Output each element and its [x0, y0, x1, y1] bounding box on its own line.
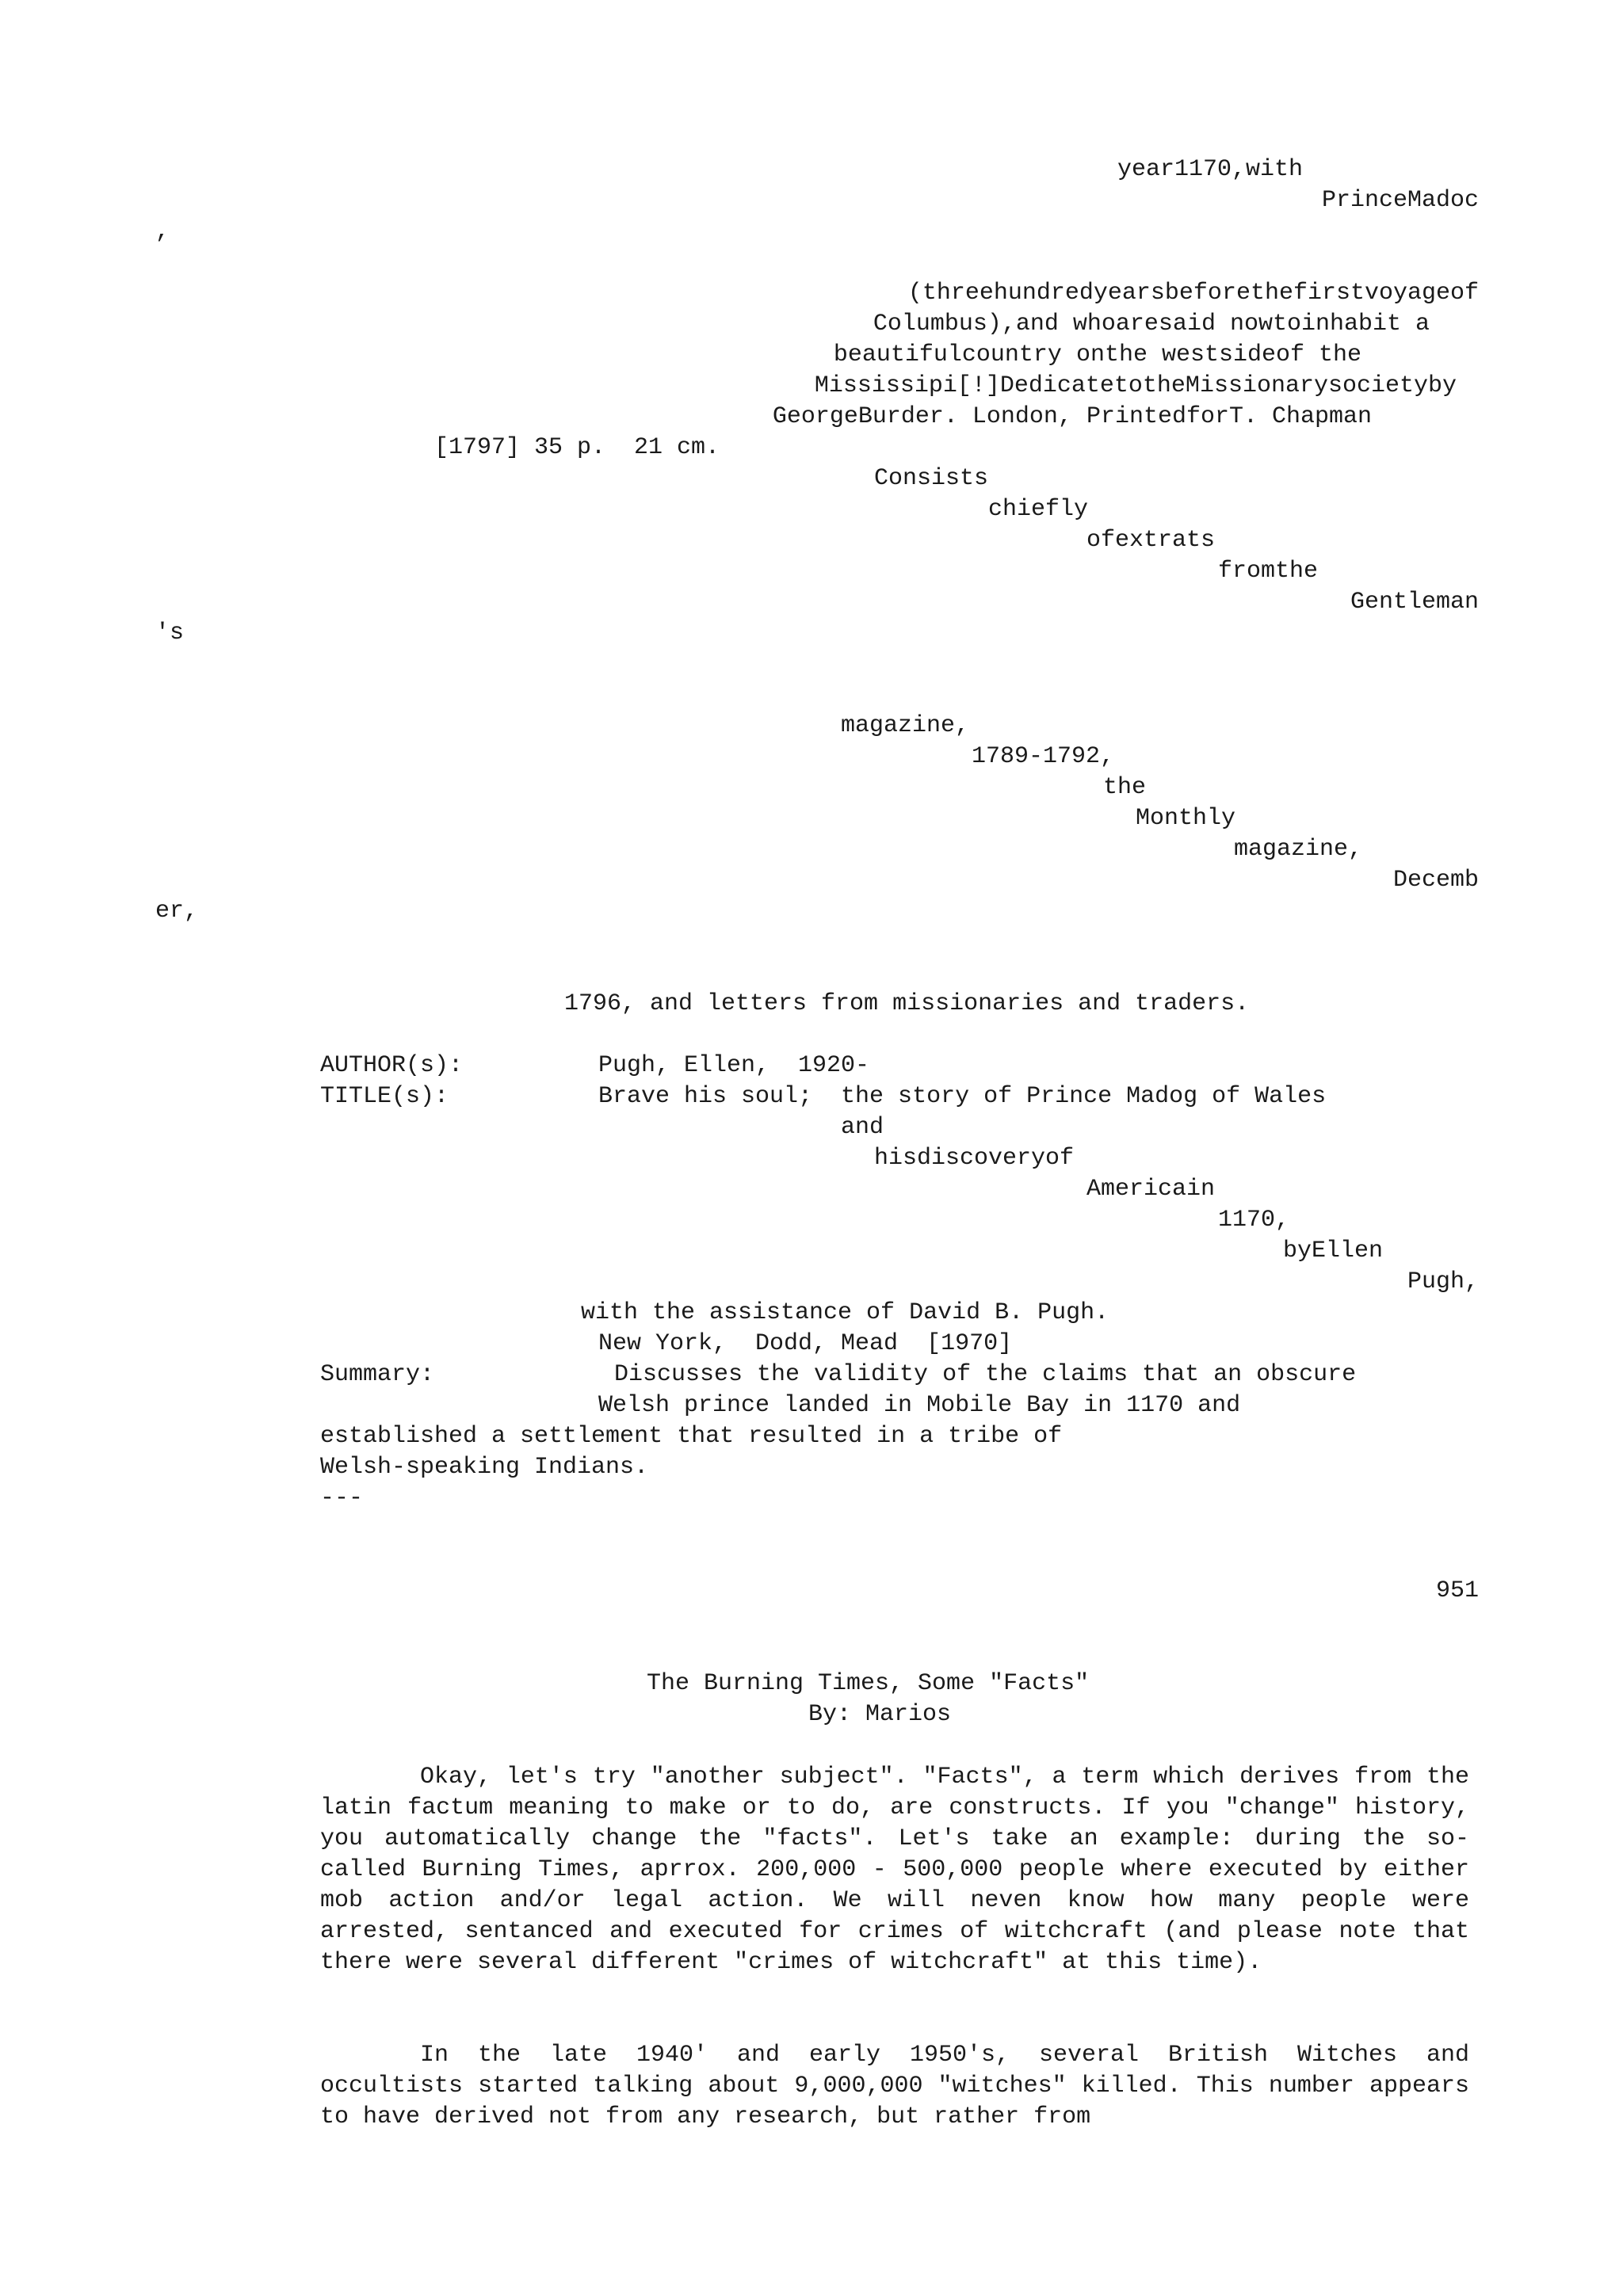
title-continuation: and [841, 1114, 884, 1141]
catalog-line: Monthly [1136, 805, 1236, 832]
author-label: AUTHOR(s): [320, 1052, 464, 1079]
catalog-line: beautifulcountry onthe westsideof the [833, 341, 1361, 368]
paragraph-text: Okay, let's try "another subject". "Facts", a term which derives from the latin factum meaning to make or to do, are constructs. If you "change" history, you automatically change the "facts". Let's take an example: during the so-called Burning Times, aprrox. 200,000 - 500,000 people where executed by either mob action and/or legal action. We will neven know how many people were arrested, sentanced and executed for crimes of witchcraft (and please note that there were several different "crimes of witchcraft" at this time). [320, 1764, 1469, 1976]
title-value: Brave his soul; the story of Prince Madog of Wales [598, 1083, 1327, 1110]
assistance-line: with the assistance of David B. Pugh. [581, 1299, 1109, 1326]
summary-text: established a settlement that resulted in a tribe of [320, 1423, 1063, 1450]
catalog-line: year1170,with [1117, 156, 1303, 183]
title-continuation: Pugh, [1407, 1268, 1479, 1295]
catalog-line: (threehundredyearsbeforethefirstvoyageof [907, 280, 1479, 307]
record-separator: --- [320, 1485, 364, 1512]
catalog-line: chiefly [988, 496, 1089, 523]
catalog-line: er, [155, 898, 199, 925]
catalog-line: 1796, and letters from missionaries and traders. [564, 990, 1250, 1017]
article-title: The Burning Times, Some "Facts" [647, 1670, 1090, 1697]
author-value: Pugh, Ellen, 1920- [598, 1052, 870, 1079]
summary-text: Discusses the validity of the claims that an obscure [614, 1361, 1357, 1388]
catalog-line: Decemb [1392, 867, 1479, 894]
title-continuation: 1170, [1218, 1207, 1290, 1234]
page-number: 951 [1435, 1577, 1479, 1604]
catalog-line: Gentleman [1350, 589, 1479, 616]
catalog-line: , [155, 218, 170, 245]
article-paragraph [320, 1762, 1469, 1978]
summary-text: Welsh-speaking Indians. [320, 1454, 649, 1481]
catalog-line: 1789-1792, [972, 743, 1115, 770]
summary-label: Summary: [320, 1361, 435, 1388]
catalog-line: GeorgeBurder. London, PrintedforT. Chapman [772, 403, 1372, 430]
publisher-line: New York, Dodd, Mead [1970] [598, 1330, 1013, 1357]
catalog-line: PrinceMadoc [1321, 187, 1479, 214]
article-paragraph [320, 2040, 1469, 2133]
title-label: TITLE(s): [320, 1083, 449, 1110]
catalog-line: fromthe [1218, 558, 1319, 585]
catalog-line: Columbus),and whoaresaid nowtoinhabit a [873, 311, 1430, 338]
article-byline: By: Marios [808, 1701, 952, 1728]
catalog-line: magazine, [1234, 836, 1363, 863]
catalog-line: magazine, [841, 712, 970, 739]
paragraph-text: In the late 1940' and early 1950's, several British Witches and occultists started talking about 9,000,000 "witches" killed. This number appears to have derived not from any research, but rather from [320, 2042, 1469, 2130]
catalog-line: Mississipi[!]DedicatetotheMissionarysocietyby [814, 372, 1457, 399]
catalog-line: Consists [874, 465, 989, 492]
catalog-line: [1797] 35 p. 21 cm. [434, 434, 720, 461]
summary-text: Welsh prince landed in Mobile Bay in 1170 and [598, 1392, 1241, 1419]
title-continuation: Americain [1086, 1176, 1216, 1203]
title-continuation: hisdiscoveryof [874, 1145, 1075, 1172]
title-continuation: byEllen [1283, 1238, 1384, 1264]
catalog-line: ofextrats [1086, 527, 1216, 554]
catalog-line: 's [155, 620, 185, 646]
catalog-line: the [1103, 774, 1147, 801]
